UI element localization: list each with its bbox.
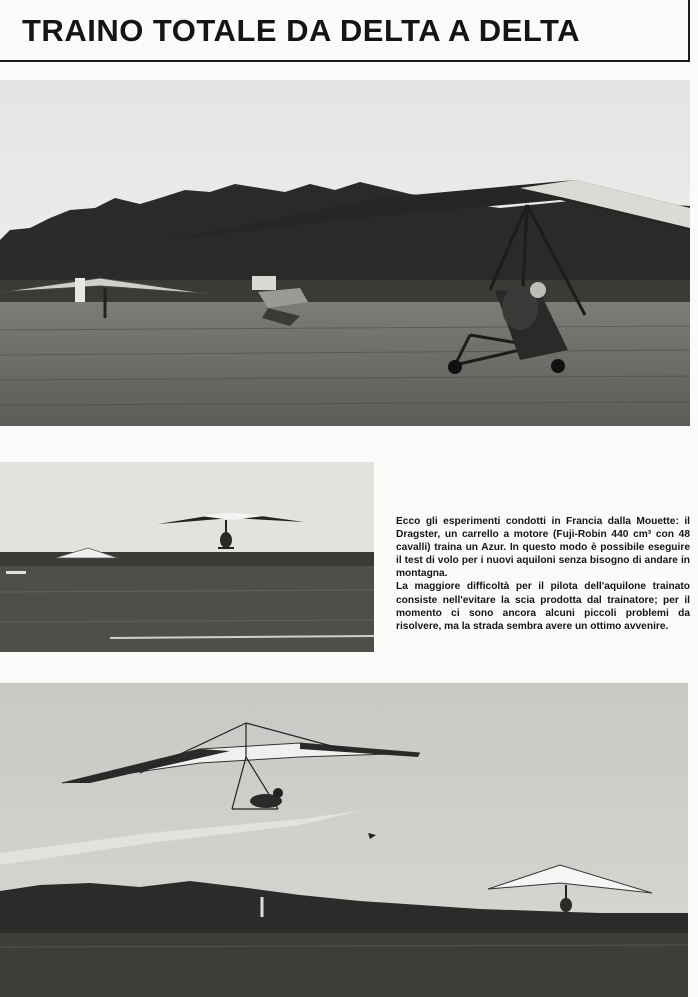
photo-glider-flight <box>0 462 374 652</box>
caption-paragraph-1: Ecco gli esperimenti condotti in Francia dalla Mouette: il Dragster, un carrello a motore (Fuji-Robin 440 cm³ con 48 cavalli) traina un Azur. In questo modo è possibile eseguire il test di volo per i nuovi aquiloni senza bisogno di andare in montagna. <box>396 516 690 580</box>
caption-paragraph-2: La maggiore difficoltà per il pilota dell'aquilone trainato consiste nell'evitare la scia prodotta dal trainatore; per il momento ci sono ancora alcuni piccoli problemi da risolvere, ma la strada sembra avere un ottimo avvenire. <box>396 581 690 632</box>
article-caption <box>396 515 690 633</box>
page-title: TRAINO TOTALE DA DELTA A DELTA <box>22 13 581 48</box>
title-banner <box>0 0 690 62</box>
photo-towed-glider <box>0 683 688 997</box>
photo-trike-on-field <box>0 80 690 426</box>
